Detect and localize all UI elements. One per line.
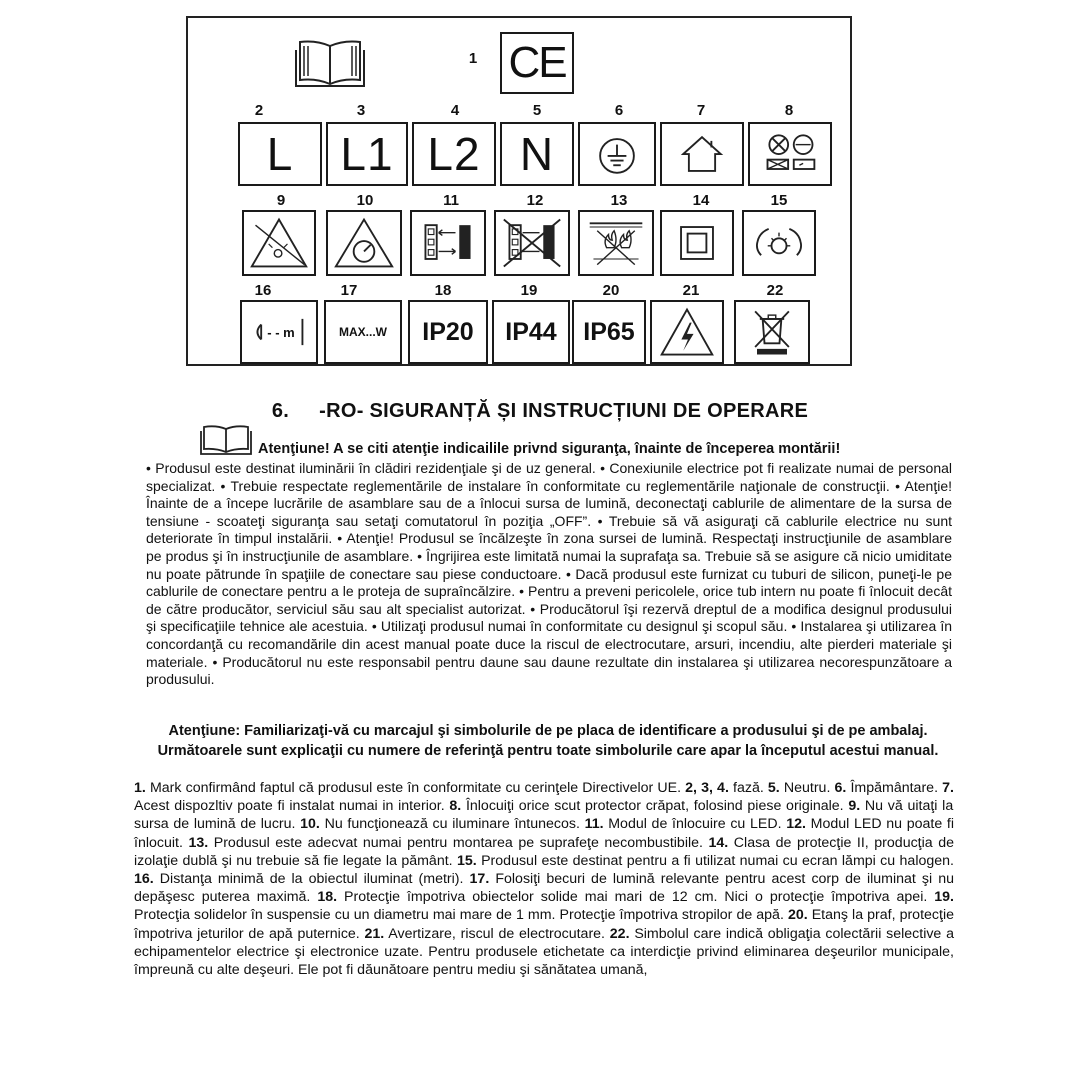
legend-ref-number: 8. [449,798,462,815]
symbol-number-5: 5 [532,102,542,119]
symbol-number-8: 8 [784,102,794,119]
legend-ref-number: 20. [787,907,808,924]
ip20-symbol [408,300,488,364]
legend-text: Folosiţi becuri de lumină relevante pentru acest corp de iluminat şi nu depăşesc puterea maximă. [134,871,954,906]
legend-text: Înlocuiţi orice scut protector crăpat, folosind piese originale. [461,798,849,815]
legend-text: Mark confirmând faptul că produsul este în conformitate cu cerinţele Directivelor UE. [145,780,686,796]
neutral-n-label: N [519,128,555,180]
open-book-icon [294,36,366,88]
symbol-number-15: 15 [770,192,788,209]
legend-ref-number: 12. [786,816,806,833]
symbol-number-3: 3 [356,102,366,119]
non-combustible-surface-icon [578,210,654,276]
symbol-number-2: 2 [254,102,264,119]
symbol-number-22: 22 [766,282,784,299]
ip65-symbol [572,300,646,364]
ce-mark-icon [500,32,574,94]
min-distance-label: - - m [267,324,295,340]
legend-text: Clasa de protecţie II, producţia de izolaţie dublă şi nu trebuie să fie legate la pământ. [134,834,954,869]
symbol-number-14: 14 [692,192,710,209]
legend-ref-number: 11. [584,816,604,833]
weee-crossed-bin-icon [734,300,810,364]
phase-l-label: L [266,128,294,180]
legend-ref-number: 2, 3, 4. [685,780,729,796]
legend-ref-number: 14. [708,834,729,851]
ip44-symbol [492,300,570,364]
legend-text: Modul de înlocuire cu LED. [603,816,787,833]
symbol-number-13: 13 [610,192,628,209]
legend-text: Împământare. [846,780,943,796]
legend-ref-number: 13. [188,834,209,851]
legend-ref-number: 6. [834,780,847,796]
legend-text: Nu vă uitaţi la sursa de lumină de lucru. [134,798,954,833]
symbol-number-1: 1 [468,50,478,67]
symbol-number-10: 10 [356,192,374,209]
legend-text: Simbolul care indică obligaţia colectării selective a echipamentelor electrice şi electronice uzate. Pentru produsele etichetate ca interdicţie privind eliminarea deşeurilor municipale, împreună cu alte deşeuri. Ele pot fi dăunătoare pentru mediu şi sănătatea umană, [134,925,955,979]
symbol-number-21: 21 [682,282,700,299]
phase-l1-label: L1 [340,128,394,180]
legend-text: Protecţia solidelor în suspensie cu un diametru mai mare de 1 mm. Protecţie împotriva stropilor de apă. [134,907,788,924]
neutral-n-symbol [500,122,574,186]
do-not-stare-light-icon [242,210,316,276]
legend-text: Produsul este adecvat numai pentru montarea pe suprafeţe necombustibile. [208,834,709,851]
symbol-number-12: 12 [526,192,544,209]
legend-text: Avertizare, riscul de electrocutare. [384,925,610,942]
section-title [0,400,1080,423]
non-replaceable-led-module-icon [494,210,570,276]
symbol-number-6: 6 [614,102,624,119]
max-watt-symbol [324,300,402,364]
no-dimmer-icon [326,210,402,276]
legend-ref-number: 15. [456,852,477,869]
legend-text: Nu funcţionează cu iluminare întunecos. [319,816,585,833]
ip65-label: IP65 [583,317,635,346]
legend-ref-number: 18. [317,889,338,906]
legend-ref-number: 5. [767,780,780,796]
symbols-warning-paragraph: Atenţiune: Familiarizaţi-vă cu marcajul şi simbolurile de pe placa de identificare a produsului şi de pe ambalaj. Următoarele sunt explicaţii cu numere de referinţă pentru toate simbolurile care apar la începutul acestui manual. [157,723,939,759]
min-distance-icon [240,300,318,364]
replace-cracked-shield-icon [748,122,832,186]
warning-heading: Atenţiune! A se citi atenţie indicailile privnd siguranţa, înainte de începerea montării! [258,441,841,457]
phase-l2-symbol [412,122,496,186]
legend-ref-number: 21. [364,925,385,942]
section-title-text: -RO- SIGURANȚĂ ȘI INSTRUCȚIUNI DE OPERARE [319,400,809,422]
phase-l2-label: L2 [427,128,481,180]
symbol-number-4: 4 [450,102,460,119]
symbol-number-16: 16 [254,282,272,299]
replaceable-led-module-icon [410,210,486,276]
safety-paragraph: • Produsul este destinat iluminării în clădiri rezidenţiale şi de uz general. • Conexiunile electrice pot fi realizate numai de personal specializat. • Trebuie respectate reglementările de instalare în conformitate cu reglementările naţionale de construcţii. • Atenţie! Înainte de a începe lucrările de asamblare sau de a înlocui sursa de lumină, deconectaţi cablurile de alimentare de la sursa de tensiune - scoateţi siguranţa sau setaţi comutatorul în poziţia „OFF”. • Trebuie să vă asiguraţi că cablurile electrice nu sunt deteriorate în timpul instalării. • Atenţie! Produsul se încălzeşte în zona sursei de lumină. Respectaţi instrucţiunile de asamblare pe produs şi în instrucţiunile de asamblare. • Îngrijirea este limitată numai la suprafaţa sa. Trebuie să se asigure că nicio umiditate nu poate pătrunde în spaţiile de conectare sau piese conductoare. • Dacă produsul este furnizat cu tuburi de silicon, puneţi-le pe cablurile de conectare pentru a le proteja de supraîncălzire. • Pentru a preveni pericolele, orice tub intern nu poate fi înlocuit decât de către producător, serviciul său sau alt specialist autorizat. • Producătorul îşi rezervă dreptul de a modifica designul produsului şi specificaţiile tehnice ale acestuia. • Utilizaţi produsul numai în conformitate cu designul şi scopul său. • Instalarea şi utilizarea în concordanţă cu recomandările din acest manual poate duce la riscul de electrocutare, arsuri, incendiu, alte pierderi materiale şi materiale. • Producătorul nu este responsabil pentru daune sau daune rezultate din instalarea şi utilizarea necorespunzătoare a produsului. [146,460,952,688]
legend-ref-number: 19. [934,889,954,906]
legend-text: Distanţa minimă de la obiectul iluminat (metri). [153,871,470,888]
legend-ref-number: 17. [469,871,490,888]
legend-text: Acest dispozltiv poate fi instalat numai in interior. [134,798,450,815]
symbols-panel [186,16,852,366]
section-number: 6. [271,400,290,422]
legend-ref-number: 16. [134,871,154,888]
symbol-number-19: 19 [520,282,538,299]
legend-text: Produsul este destinat pentru a fi utilizat numai cu ecran lămpi cu halogen. [476,852,954,869]
earth-ground-icon [578,122,656,186]
symbols-legend-paragraph [134,779,954,979]
legend-ref-number: 9. [848,798,861,815]
max-watt-label: MAX...W [339,325,387,339]
legend-ref-number: 10. [300,816,320,833]
small-open-book-icon [200,423,252,460]
legend-text: Etanş la praf, protecţie împotriva jeturilor de apă puternice. [134,907,954,942]
indoor-house-icon [660,122,744,186]
symbol-number-7: 7 [696,102,706,119]
legend-text: fază. [728,780,768,796]
legend-ref-number: 7. [942,780,954,796]
ip20-label: IP20 [422,317,474,346]
ce-mark-label: CE [508,38,566,87]
symbol-number-11: 11 [443,192,459,209]
legend-text: Modul LED nu poate fi înlocuit. [134,816,954,851]
legend-ref-number: 22. [609,925,630,942]
legend-ref-number: 1. [134,780,146,796]
symbol-number-20: 20 [602,282,620,299]
legend-text: Neutru. [779,780,835,796]
symbol-number-9: 9 [276,192,286,209]
ip44-label: IP44 [505,317,557,346]
symbol-number-17: 17 [340,282,358,299]
phase-l1-symbol [326,122,408,186]
electric-shock-warning-icon [650,300,724,364]
legend-text: Protecţie împotriva obiectelor solide mai mari de 12 cm. Nici o protecţie împotriva apei. [337,889,935,906]
phase-l-symbol [238,122,322,186]
symbol-number-18: 18 [434,282,452,299]
halogen-shield-icon [742,210,816,276]
class-ii-icon [660,210,734,276]
